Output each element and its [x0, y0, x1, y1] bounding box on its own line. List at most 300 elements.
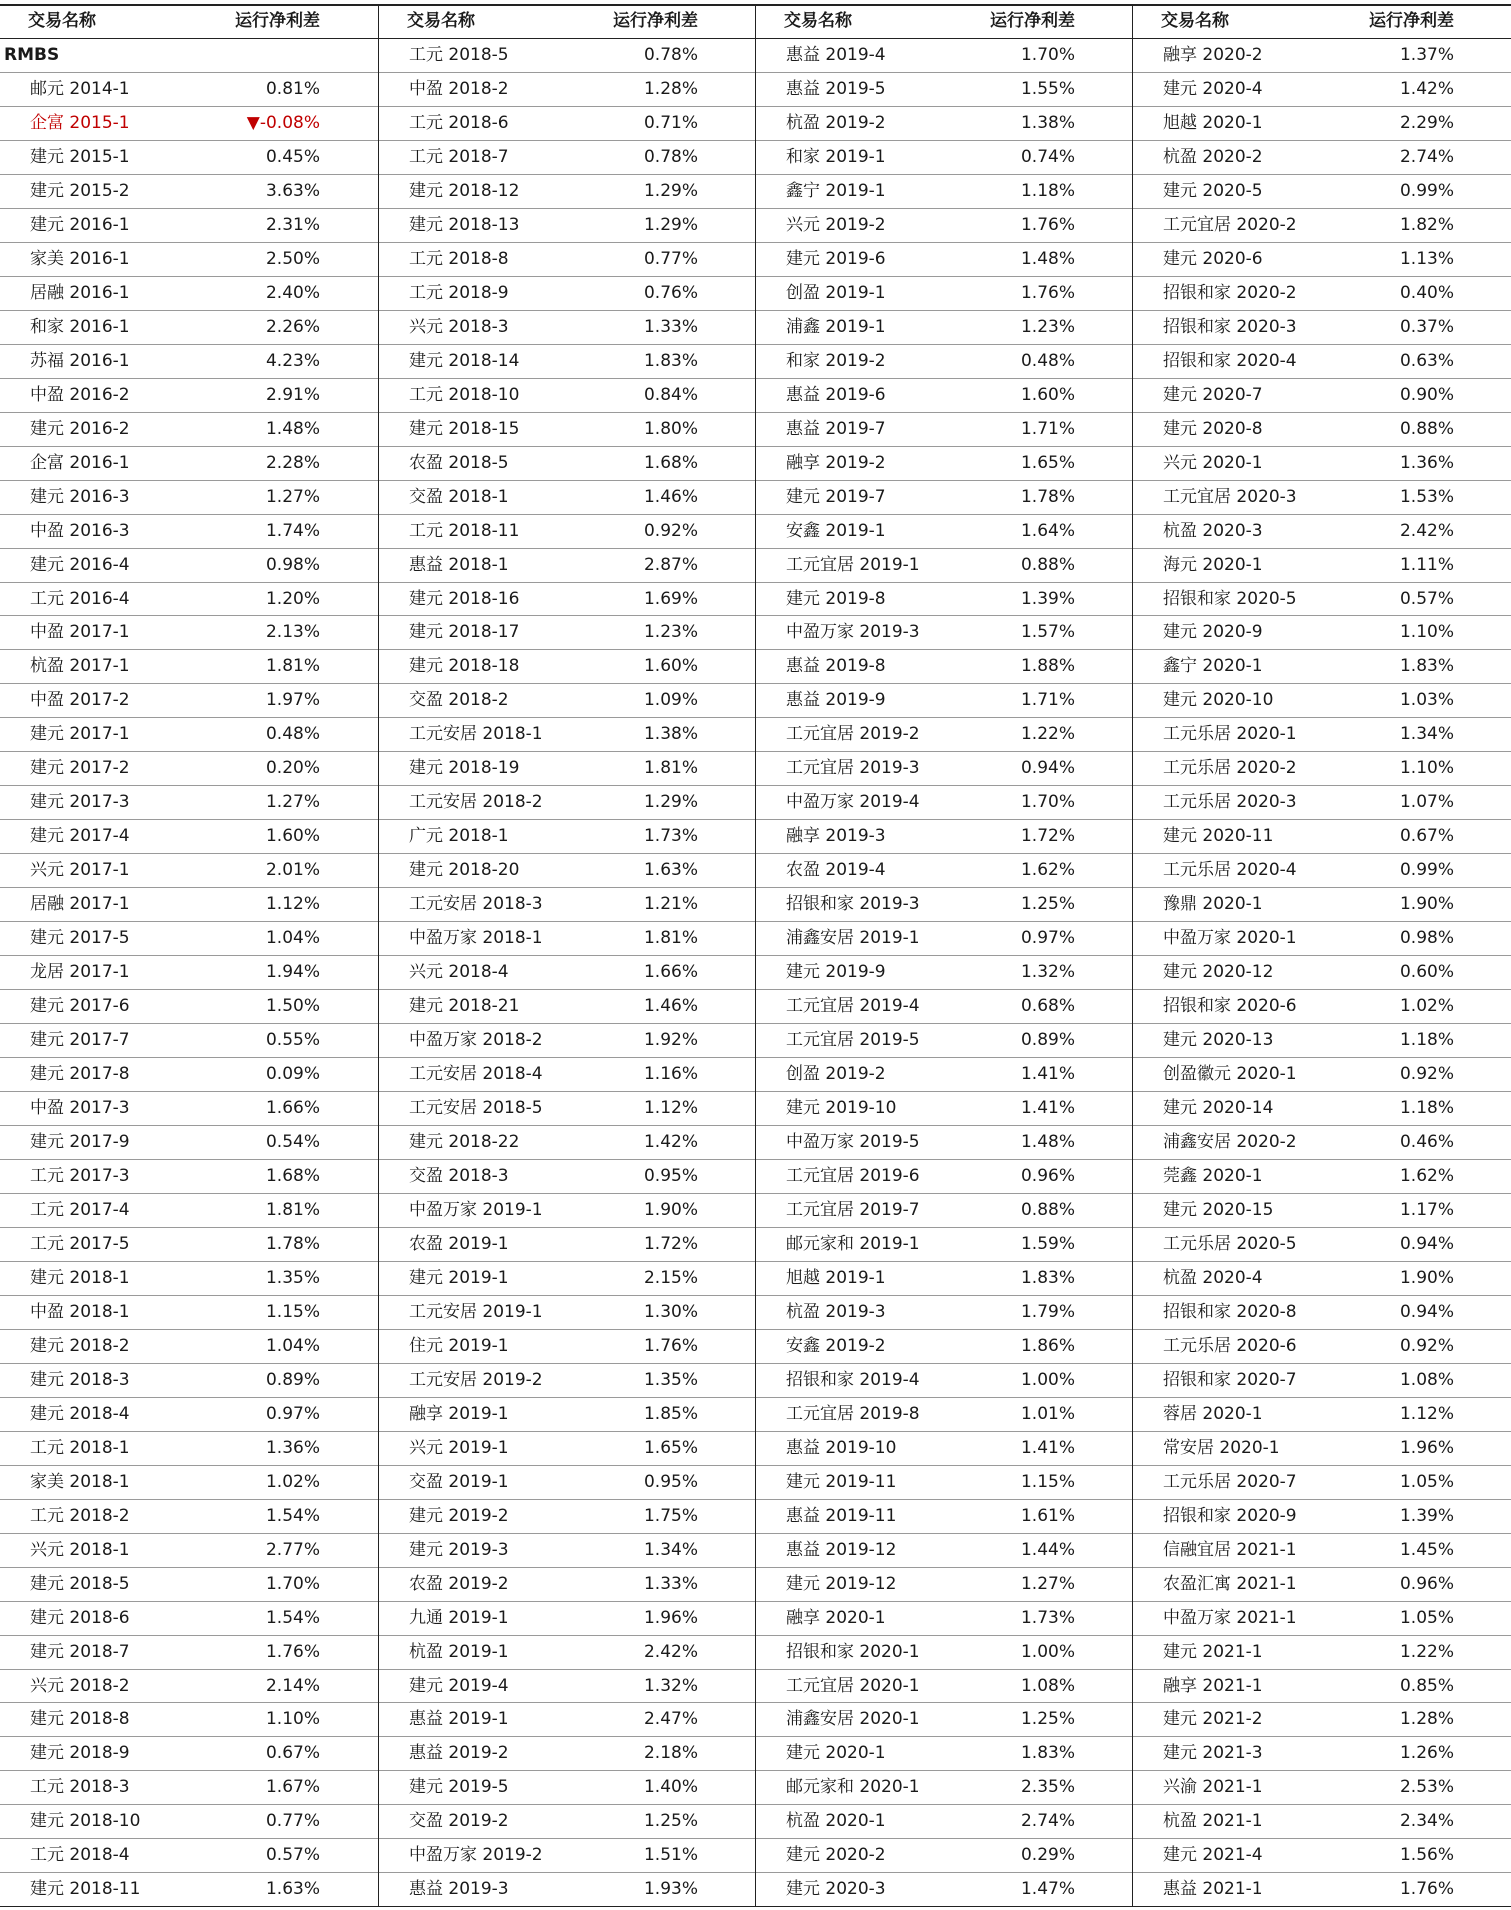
transaction-name: 惠益 2019-3	[409, 1879, 509, 1900]
net-spread-value: 1.83%	[1399, 656, 1454, 677]
transaction-name: 工元 2016-4	[30, 588, 130, 609]
net-spread-value: 2.15%	[643, 1267, 698, 1288]
net-spread-value: 0.09%	[265, 1064, 320, 1085]
net-spread-value: 2.74%	[1020, 1811, 1075, 1832]
net-spread-value: 0.94%	[1399, 1233, 1454, 1254]
transaction-name: 建元 2018-16	[409, 588, 520, 609]
table-row	[379, 1262, 756, 1296]
table-row	[0, 549, 378, 583]
net-spread-value: 1.25%	[643, 1811, 698, 1832]
table-row	[0, 650, 378, 684]
table-row	[756, 718, 1133, 752]
net-spread-value: 1.01%	[1020, 1403, 1075, 1424]
net-spread-value: 0.78%	[643, 146, 698, 167]
net-spread-value: 1.68%	[265, 1165, 320, 1186]
table-row	[756, 922, 1133, 956]
table-row	[756, 956, 1133, 990]
transaction-name: 中盈 2018-2	[409, 78, 509, 99]
net-spread-value: 1.72%	[1020, 826, 1075, 847]
net-spread-value: 1.04%	[265, 928, 320, 949]
transaction-name: 工元 2018-3	[30, 1777, 130, 1798]
transaction-name: 建元 2018-9	[30, 1743, 130, 1764]
table-row	[756, 1500, 1133, 1534]
transaction-name: 建元 2019-2	[409, 1505, 509, 1526]
transaction-name: 工元宜居 2019-7	[786, 1199, 920, 1220]
net-spread-value: 1.27%	[265, 792, 320, 813]
table-row	[1133, 1092, 1511, 1126]
net-spread-value: 1.63%	[643, 860, 698, 881]
table-row	[756, 583, 1133, 617]
transaction-name: 建元 2019-12	[786, 1573, 897, 1594]
net-spread-value: 1.83%	[1020, 1267, 1075, 1288]
transaction-name: 工元宜居 2019-6	[786, 1165, 920, 1186]
transaction-name: 中盈万家 2021-1	[1163, 1607, 1297, 1628]
table-row	[0, 209, 378, 243]
net-spread-value: 0.78%	[643, 45, 698, 65]
net-spread-value: 1.85%	[643, 1403, 698, 1424]
transaction-name: 惠益 2019-1	[409, 1709, 509, 1730]
net-spread-value: 1.78%	[265, 1233, 320, 1254]
transaction-name: 工元 2018-5	[409, 45, 509, 65]
net-spread-value: 0.46%	[1399, 1132, 1454, 1152]
table-row	[756, 1330, 1133, 1364]
transaction-name: 建元 2019-7	[786, 486, 886, 507]
transaction-name: 农盈汇寓 2021-1	[1163, 1573, 1297, 1594]
net-spread-value: 0.67%	[265, 1743, 320, 1764]
transaction-name: 安鑫 2019-2	[786, 1335, 886, 1356]
transaction-name: 中盈 2018-1	[30, 1301, 130, 1322]
transaction-name: 工元乐居 2020-5	[1163, 1233, 1297, 1254]
table-row	[0, 888, 378, 922]
net-spread-value: 1.68%	[643, 452, 698, 473]
net-spread-value: 2.01%	[265, 860, 320, 881]
transaction-name: 中盈万家 2019-1	[409, 1199, 543, 1220]
table-row	[0, 854, 378, 888]
net-spread-value: 1.39%	[1399, 1505, 1454, 1526]
table-row	[0, 1432, 378, 1466]
net-spread-value: 0.90%	[1399, 384, 1454, 405]
table-row	[0, 1092, 378, 1126]
table-row	[1133, 243, 1511, 277]
transaction-name: 工元乐居 2020-7	[1163, 1471, 1297, 1492]
transaction-name: 居融 2017-1	[30, 894, 130, 915]
net-spread-value: 0.88%	[1399, 418, 1454, 439]
net-spread-value: 0.55%	[265, 1030, 320, 1051]
table-row	[379, 1534, 756, 1568]
transaction-name: 招银和家 2020-2	[1163, 282, 1297, 303]
net-spread-value: 1.96%	[1399, 1437, 1454, 1458]
table-row	[379, 1228, 756, 1262]
transaction-name: 工元安居 2018-2	[409, 792, 543, 813]
table-row	[379, 1737, 756, 1771]
transaction-name: 建元 2018-10	[30, 1811, 141, 1832]
table-row	[0, 583, 378, 617]
transaction-name: 建元 2018-17	[409, 622, 520, 643]
net-spread-value: 1.76%	[265, 1641, 320, 1662]
transaction-name: 中盈万家 2018-2	[409, 1030, 543, 1051]
transaction-name: 建元 2018-20	[409, 860, 520, 881]
transaction-name: 建元 2020-14	[1163, 1098, 1274, 1119]
net-spread-value: 0.67%	[1399, 826, 1454, 847]
net-spread-value: 0.85%	[1399, 1675, 1454, 1696]
net-spread-value: 1.09%	[643, 690, 698, 711]
net-spread-value: 0.97%	[265, 1403, 320, 1424]
table-row	[379, 515, 756, 549]
net-spread-value: 1.71%	[1020, 418, 1075, 439]
net-spread-value: 1.27%	[1020, 1573, 1075, 1594]
transaction-name: 创盈徽元 2020-1	[1163, 1064, 1297, 1085]
transaction-name: 建元 2019-6	[786, 248, 886, 269]
transaction-name: 建元 2017-5	[30, 928, 130, 949]
net-spread-value: 1.81%	[643, 758, 698, 779]
transaction-name: 建元 2020-9	[1163, 622, 1263, 643]
table-row	[379, 1160, 756, 1194]
transaction-name: 蓉居 2020-1	[1163, 1403, 1263, 1424]
transaction-name: 中盈万家 2019-2	[409, 1845, 543, 1866]
table-row	[379, 1024, 756, 1058]
table-row	[379, 107, 756, 141]
net-spread-value: 1.38%	[643, 724, 698, 745]
transaction-name: 惠益 2019-8	[786, 656, 886, 677]
table-row	[379, 549, 756, 583]
transaction-name: 工元 2018-4	[30, 1845, 130, 1866]
transaction-name: 融享 2019-2	[786, 452, 886, 473]
net-spread-value: 0.68%	[1020, 996, 1075, 1017]
transaction-name: 融享 2021-1	[1163, 1675, 1263, 1696]
transaction-name: 交盈 2018-3	[409, 1165, 509, 1186]
table-row	[756, 1228, 1133, 1262]
net-spread-value: 1.34%	[1399, 724, 1454, 745]
net-spread-value: 1.35%	[265, 1267, 320, 1288]
net-spread-value: 1.33%	[643, 316, 698, 337]
transaction-name: 居融 2016-1	[30, 282, 130, 303]
net-spread-value: 0.60%	[1399, 962, 1454, 983]
table-row	[379, 1296, 756, 1330]
transaction-name: 惠益 2019-10	[786, 1437, 897, 1458]
table-row	[1133, 752, 1511, 786]
net-spread-value: 2.29%	[1399, 112, 1454, 133]
table-row	[379, 1703, 756, 1737]
transaction-name: 浦鑫安居 2020-1	[786, 1709, 920, 1730]
table-row	[1133, 990, 1511, 1024]
table-row	[0, 1873, 378, 1907]
transaction-name: 豫鼎 2020-1	[1163, 894, 1263, 915]
net-spread-value: 0.89%	[1020, 1030, 1075, 1051]
net-spread-value: 1.12%	[643, 1098, 698, 1119]
transaction-name: 杭盈 2020-2	[1163, 146, 1263, 167]
table-row	[379, 345, 756, 379]
transaction-name: 招银和家 2020-8	[1163, 1301, 1297, 1322]
transaction-name: 建元 2017-3	[30, 792, 130, 813]
table-row	[756, 1703, 1133, 1737]
transaction-name: 鑫宁 2020-1	[1163, 656, 1263, 677]
table-row	[0, 1568, 378, 1602]
table-row	[756, 243, 1133, 277]
transaction-name: 杭盈 2020-1	[786, 1811, 886, 1832]
transaction-name: 建元 2018-13	[409, 214, 520, 235]
net-spread-value: 1.92%	[643, 1030, 698, 1051]
table-row	[0, 277, 378, 311]
transaction-name: 邮元家和 2020-1	[786, 1777, 920, 1798]
net-spread-value: 0.81%	[265, 78, 320, 99]
transaction-name: 建元 2020-10	[1163, 690, 1274, 711]
transaction-name: 浦鑫安居 2020-2	[1163, 1132, 1297, 1152]
table-row	[0, 345, 378, 379]
table-row	[0, 1500, 378, 1534]
table-row	[756, 1092, 1133, 1126]
transaction-name: 建元 2018-21	[409, 996, 520, 1017]
table-row	[1133, 1602, 1511, 1636]
net-spread-value: 1.33%	[643, 1573, 698, 1594]
net-spread-value: 0.88%	[1020, 1199, 1075, 1220]
transaction-name: 工元 2018-1	[30, 1437, 130, 1458]
transaction-name: 工元 2018-8	[409, 248, 509, 269]
transaction-name: 莞鑫 2020-1	[1163, 1165, 1263, 1186]
transaction-name: 建元 2018-22	[409, 1132, 520, 1152]
net-spread-value: 1.12%	[1399, 1403, 1454, 1424]
table-row	[379, 1126, 756, 1160]
net-spread-value: 1.11%	[1399, 554, 1454, 575]
transaction-name: 中盈 2017-3	[30, 1098, 130, 1119]
table-row	[379, 922, 756, 956]
transaction-name: 工元乐居 2020-1	[1163, 724, 1297, 745]
transaction-name: 广元 2018-1	[409, 826, 509, 847]
net-spread-value: 1.32%	[1020, 962, 1075, 983]
table-row	[0, 515, 378, 549]
net-spread-value: 1.76%	[1020, 282, 1075, 303]
net-spread-value: 2.50%	[265, 248, 320, 269]
table-row	[0, 820, 378, 854]
table-row	[379, 854, 756, 888]
transaction-name: 工元安居 2019-2	[409, 1369, 543, 1390]
table-row	[1133, 209, 1511, 243]
table-row	[0, 311, 378, 345]
transaction-name: 兴元 2019-2	[786, 214, 886, 235]
transaction-name: 创盈 2019-1	[786, 282, 886, 303]
transaction-name: 交盈 2019-2	[409, 1811, 509, 1832]
table-row	[756, 107, 1133, 141]
transaction-name: 工元宜居 2019-4	[786, 996, 920, 1017]
table-row	[0, 1194, 378, 1228]
transaction-name: 招银和家 2020-4	[1163, 350, 1297, 371]
net-spread-value: 2.87%	[643, 554, 698, 575]
transaction-name: 杭盈 2021-1	[1163, 1811, 1263, 1832]
table-row	[1133, 583, 1511, 617]
transaction-name: 招银和家 2020-1	[786, 1641, 920, 1662]
net-spread-value: 1.15%	[1020, 1471, 1075, 1492]
transaction-name: 惠益 2019-4	[786, 45, 886, 65]
transaction-name: 杭盈 2020-3	[1163, 520, 1263, 541]
table-row	[756, 1636, 1133, 1670]
net-spread-value: 0.40%	[1399, 282, 1454, 303]
transaction-name: 邮元家和 2019-1	[786, 1233, 920, 1254]
table-row	[756, 1364, 1133, 1398]
net-spread-value: 1.18%	[1399, 1030, 1454, 1051]
transaction-name: 杭盈 2017-1	[30, 656, 130, 677]
table-row	[379, 481, 756, 515]
transaction-name: 建元 2020-8	[1163, 418, 1263, 439]
table-header	[379, 5, 756, 39]
table-row	[756, 1670, 1133, 1704]
transaction-name: 招银和家 2020-7	[1163, 1369, 1297, 1390]
table-row	[756, 209, 1133, 243]
transaction-name: 建元 2020-13	[1163, 1030, 1274, 1051]
table-row	[1133, 73, 1511, 107]
transaction-name: 交盈 2018-2	[409, 690, 509, 711]
net-spread-value: 0.98%	[265, 554, 320, 575]
net-spread-value: 2.74%	[1399, 146, 1454, 167]
net-spread-value: 1.29%	[643, 180, 698, 201]
transaction-name: 建元 2018-8	[30, 1709, 130, 1730]
net-spread-value: ▼-0.08%	[246, 112, 320, 133]
table-row	[756, 1296, 1133, 1330]
transaction-name: 工元安居 2018-4	[409, 1064, 543, 1085]
net-spread-value: 1.73%	[1020, 1607, 1075, 1628]
table-header	[1133, 5, 1511, 39]
table-row	[1133, 39, 1511, 73]
transaction-name: 建元 2018-18	[409, 656, 520, 677]
table-row	[379, 718, 756, 752]
net-spread-value: 1.62%	[1020, 860, 1075, 881]
net-spread-value: 1.66%	[265, 1098, 320, 1119]
net-spread-value: 1.38%	[1020, 112, 1075, 133]
table-column-1	[0, 5, 378, 1907]
transaction-name: 建元 2019-10	[786, 1098, 897, 1119]
net-spread-value: 1.22%	[1020, 724, 1075, 745]
table-row	[379, 1839, 756, 1873]
header-transaction-name: 交易名称	[407, 11, 475, 31]
transaction-name: 工元宜居 2020-2	[1163, 214, 1297, 235]
table-row	[0, 107, 378, 141]
table-row	[379, 73, 756, 107]
net-spread-value: 1.74%	[265, 520, 320, 541]
table-row	[756, 345, 1133, 379]
transaction-name: 建元 2017-9	[30, 1132, 130, 1152]
net-spread-value: 1.67%	[265, 1777, 320, 1798]
transaction-name: 家美 2016-1	[30, 248, 130, 269]
transaction-name: 海元 2020-1	[1163, 554, 1263, 575]
transaction-name: 建元 2020-12	[1163, 962, 1274, 983]
table-row	[379, 1602, 756, 1636]
transaction-name: 中盈 2017-2	[30, 690, 130, 711]
net-spread-value: 1.63%	[265, 1879, 320, 1900]
net-spread-value: 1.29%	[643, 214, 698, 235]
table-row	[756, 1126, 1133, 1160]
table-row	[379, 1805, 756, 1839]
table-row	[756, 990, 1133, 1024]
transaction-name: 浦鑫安居 2019-1	[786, 928, 920, 949]
net-spread-value: 1.40%	[643, 1777, 698, 1798]
net-spread-value: 0.92%	[1399, 1335, 1454, 1356]
table-row	[756, 1839, 1133, 1873]
table-row	[756, 854, 1133, 888]
transaction-name: 建元 2018-11	[30, 1879, 141, 1900]
table-row	[1133, 1398, 1511, 1432]
net-spread-value: 1.80%	[643, 418, 698, 439]
table-row	[756, 141, 1133, 175]
net-spread-value: 1.10%	[1399, 622, 1454, 643]
transaction-name: 建元 2016-2	[30, 418, 130, 439]
net-spread-value: 0.45%	[265, 146, 320, 167]
net-spread-value: 1.90%	[643, 1199, 698, 1220]
transaction-name: 工元 2018-2	[30, 1505, 130, 1526]
table-column-3	[755, 5, 1133, 1907]
net-spread-value: 1.54%	[265, 1607, 320, 1628]
table-row	[756, 39, 1133, 73]
net-spread-value: 1.48%	[1020, 248, 1075, 269]
net-spread-value: 1.55%	[1020, 78, 1075, 99]
net-spread-value: 1.48%	[1020, 1132, 1075, 1152]
net-spread-value: 1.34%	[643, 1539, 698, 1560]
table-row	[1133, 1228, 1511, 1262]
table-row	[379, 820, 756, 854]
table-row	[756, 1058, 1133, 1092]
transaction-name: 工元宜居 2020-3	[1163, 486, 1297, 507]
table-row	[0, 243, 378, 277]
table-row	[1133, 1500, 1511, 1534]
transaction-name: 九通 2019-1	[409, 1607, 509, 1628]
table-row	[379, 1330, 756, 1364]
net-spread-value: 1.60%	[643, 656, 698, 677]
table-row	[379, 1398, 756, 1432]
transaction-name: 建元 2018-12	[409, 180, 520, 201]
net-spread-value: 2.40%	[265, 282, 320, 303]
transaction-name: 建元 2020-5	[1163, 180, 1263, 201]
net-spread-value: 1.12%	[265, 894, 320, 915]
net-spread-value: 1.46%	[643, 486, 698, 507]
table-row	[756, 515, 1133, 549]
table-row	[379, 990, 756, 1024]
transaction-name: 建元 2018-7	[30, 1641, 130, 1662]
net-spread-value: 1.83%	[1020, 1743, 1075, 1764]
net-spread-value: 1.65%	[643, 1437, 698, 1458]
table-row	[0, 1636, 378, 1670]
transaction-name: 家美 2018-1	[30, 1471, 130, 1492]
transaction-name: 工元 2017-5	[30, 1233, 130, 1254]
net-spread-value: 1.05%	[1399, 1471, 1454, 1492]
net-spread-value: 0.77%	[265, 1811, 320, 1832]
net-spread-value: 1.29%	[643, 792, 698, 813]
table-row	[379, 141, 756, 175]
net-spread-value: 1.64%	[1020, 520, 1075, 541]
transaction-name: 创盈 2019-2	[786, 1064, 886, 1085]
table-row	[0, 1364, 378, 1398]
transaction-name: 中盈 2016-2	[30, 384, 130, 405]
table-row	[379, 447, 756, 481]
net-spread-value: 1.73%	[643, 826, 698, 847]
net-spread-value: 1.08%	[1020, 1675, 1075, 1696]
transaction-name: 兴元 2018-2	[30, 1675, 130, 1696]
table-row	[379, 752, 756, 786]
net-spread-value: 1.70%	[265, 1573, 320, 1594]
net-spread-value: 1.78%	[1020, 486, 1075, 507]
transaction-name: 建元 2021-3	[1163, 1743, 1263, 1764]
transaction-name: 中盈 2017-1	[30, 622, 130, 643]
net-spread-value: 1.37%	[1399, 45, 1454, 65]
table-row	[756, 549, 1133, 583]
transaction-name: 建元 2020-1	[786, 1743, 886, 1764]
transaction-name: 中盈万家 2019-5	[786, 1132, 920, 1152]
net-spread-value: 0.20%	[265, 758, 320, 779]
table-row	[756, 1432, 1133, 1466]
transaction-name: 建元 2020-4	[1163, 78, 1263, 99]
table-row	[0, 413, 378, 447]
transaction-name: 招银和家 2019-3	[786, 894, 920, 915]
transaction-name: 惠益 2019-11	[786, 1505, 897, 1526]
table-row	[1133, 1296, 1511, 1330]
net-spread-value: 1.53%	[1399, 486, 1454, 507]
transaction-name: 建元 2017-2	[30, 758, 130, 779]
